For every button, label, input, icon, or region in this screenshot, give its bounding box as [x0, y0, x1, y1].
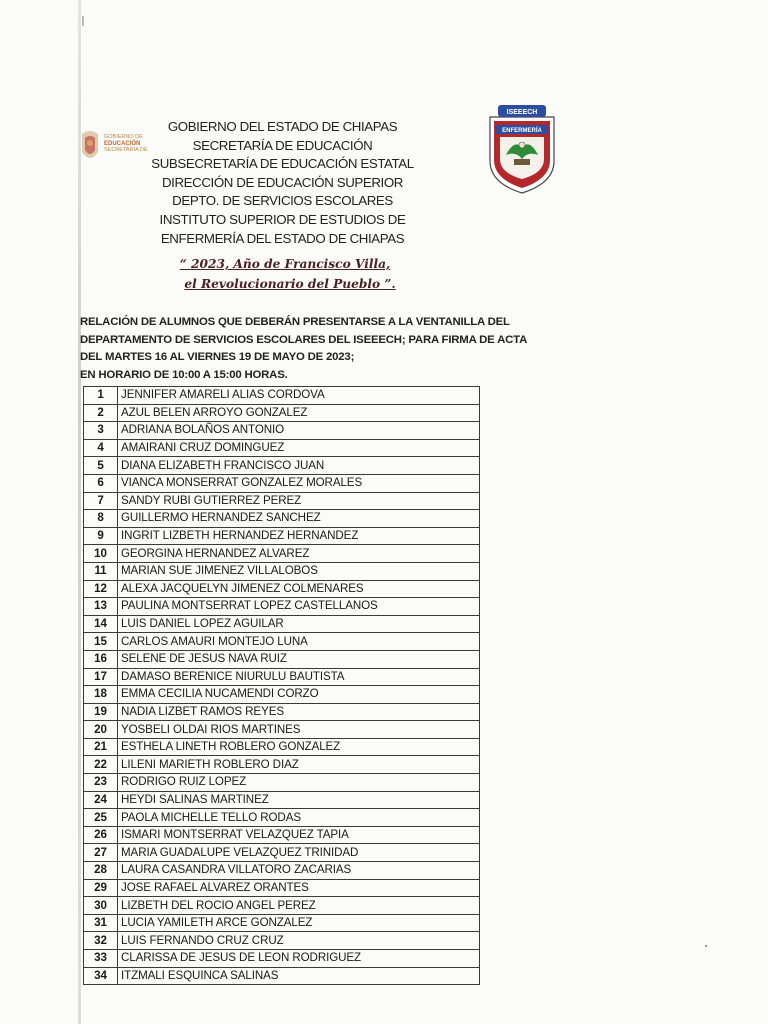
notice-line: RELACIÓN DE ALUMNOS QUE DEBERÁN PRESENTARSE A LA VENTANILLA DEL — [80, 316, 510, 328]
student-name: LIZBETH DEL ROCIO ANGEL PEREZ — [118, 897, 480, 915]
student-name: YOSBELI OLDAI RIOS MARTINES — [118, 721, 480, 739]
student-name: ALEXA JACQUELYN JIMENEZ COLMENARES — [118, 580, 480, 598]
student-name: ESTHELA LINETH ROBLERO GONZALEZ — [118, 738, 480, 756]
student-number: 10 — [84, 545, 118, 563]
student-number: 6 — [84, 474, 118, 492]
student-name: JOSE RAFAEL ALVAREZ ORANTES — [118, 879, 480, 897]
table-row — [84, 650, 480, 668]
student-number: 22 — [84, 756, 118, 774]
student-number: 17 — [84, 668, 118, 686]
state-education-logo — [80, 126, 152, 170]
table-row — [84, 914, 480, 932]
logo-line-3: SECRETARÍA DE — [104, 147, 148, 153]
student-number: 8 — [84, 510, 118, 528]
student-name: RODRIGO RUIZ LOPEZ — [118, 774, 480, 792]
student-number: 20 — [84, 721, 118, 739]
student-name: GUILLERMO HERNANDEZ SANCHEZ — [118, 510, 480, 528]
student-name: PAULINA MONTSERRAT LOPEZ CASTELLANOS — [118, 598, 480, 616]
student-name: DIANA ELIZABETH FRANCISCO JUAN — [118, 457, 480, 475]
table-row — [84, 387, 480, 405]
student-name: INGRIT LIZBETH HERNANDEZ HERNANDEZ — [118, 527, 480, 545]
table-row — [84, 756, 480, 774]
student-number: 12 — [84, 580, 118, 598]
table-row — [84, 439, 480, 457]
student-name: LUIS FERNANDO CRUZ CRUZ — [118, 932, 480, 950]
table-row — [84, 738, 480, 756]
student-number: 3 — [84, 422, 118, 440]
student-number: 16 — [84, 650, 118, 668]
student-number: 13 — [84, 598, 118, 616]
header-line: INSTITUTO SUPERIOR DE ESTUDIOS DE — [159, 211, 406, 227]
table-row — [84, 668, 480, 686]
student-name: SELENE DE JESUS NAVA RUIZ — [118, 650, 480, 668]
iseeech-seal-icon — [484, 103, 560, 195]
student-name: EMMA CECILIA NUCAMENDI CORZO — [118, 686, 480, 704]
student-number: 23 — [84, 774, 118, 792]
table-row — [84, 950, 480, 968]
table-row — [84, 633, 480, 651]
table-row — [84, 862, 480, 880]
table-row — [84, 897, 480, 915]
student-number: 7 — [84, 492, 118, 510]
student-name: PAOLA MICHELLE TELLO RODAS — [118, 809, 480, 827]
table-row — [84, 791, 480, 809]
notice-line: DEL MARTES 16 AL VIERNES 19 DE MAYO DE 2023; — [80, 351, 355, 363]
table-row — [84, 527, 480, 545]
student-name: ITZMALI ESQUINCA SALINAS — [118, 967, 480, 985]
logo-line-1: GOBIERNO DE — [104, 134, 143, 140]
student-number: 21 — [84, 738, 118, 756]
header-line: SUBSECRETARÍA DE EDUCACIÓN ESTATAL — [151, 156, 414, 172]
student-name: VIANCA MONSERRAT GONZALEZ MORALES — [118, 474, 480, 492]
scan-speck — [705, 945, 707, 947]
student-name: NADIA LIZBET RAMOS REYES — [118, 703, 480, 721]
student-number: 11 — [84, 562, 118, 580]
notice-line: EN HORARIO DE 10:00 A 15:00 HORAS. — [80, 368, 288, 381]
table-row — [84, 932, 480, 950]
student-number: 33 — [84, 950, 118, 968]
table-row — [84, 474, 480, 492]
chiapas-emblem-icon — [80, 128, 100, 166]
student-number: 29 — [84, 879, 118, 897]
header-line: GOBIERNO DEL ESTADO DE CHIAPAS — [167, 119, 398, 134]
student-number: 24 — [84, 791, 118, 809]
student-name: SANDY RUBI GUTIERREZ PEREZ — [118, 492, 480, 510]
student-number: 1 — [84, 387, 118, 405]
student-name: JENNIFER AMARELI ALIAS CORDOVA — [118, 387, 480, 405]
table-row — [84, 545, 480, 563]
student-name: LUIS DANIEL LOPEZ AGUILAR — [118, 615, 480, 633]
student-name: CLARISSA DE JESUS DE LEON RODRIGUEZ — [118, 950, 480, 968]
student-name: ADRIANA BOLAÑOS ANTONIO — [118, 422, 480, 440]
student-name: MARIAN SUE JIMENEZ VILLALOBOS — [118, 562, 480, 580]
student-name: CARLOS AMAURI MONTEJO LUNA — [118, 633, 480, 651]
student-number: 4 — [84, 439, 118, 457]
table-row — [84, 404, 480, 422]
table-row — [84, 844, 480, 862]
header-line: SECRETARÍA DE EDUCACIÓN — [192, 137, 373, 153]
student-number: 14 — [84, 615, 118, 633]
student-number: 26 — [84, 826, 118, 844]
seal-band-text: ENFERMERÍA — [502, 128, 542, 134]
table-row — [84, 826, 480, 844]
student-list-table — [83, 386, 480, 985]
notice-line: DEPARTAMENTO DE SERVICIOS ESCOLARES DEL ISEEECH; PARA FIRMA DE ACTA — [80, 333, 528, 346]
table-row — [84, 774, 480, 792]
student-number: 15 — [84, 633, 118, 651]
header-line: DEPTO. DE SERVICIOS ESCOLARES — [172, 193, 393, 209]
student-number: 27 — [84, 844, 118, 862]
seal-top-text: ISEEECH — [506, 109, 538, 116]
student-number: 9 — [84, 527, 118, 545]
scan-mark — [82, 16, 84, 26]
table-row — [84, 510, 480, 528]
table-row — [84, 457, 480, 475]
student-number: 25 — [84, 809, 118, 827]
student-name: AZUL BELEN ARROYO GONZALEZ — [118, 404, 480, 422]
table-row — [84, 598, 480, 616]
logo-line-2: EDUCACIÓN — [104, 140, 141, 147]
student-number: 32 — [84, 932, 118, 950]
logo-text — [104, 134, 148, 154]
student-name: LUCIA YAMILETH ARCE GONZALEZ — [118, 914, 480, 932]
student-name: GEORGINA HERNANDEZ ALVAREZ — [118, 545, 480, 563]
student-name: MARIA GUADALUPE VELAZQUEZ TRINIDAD — [118, 844, 480, 862]
table-row — [84, 703, 480, 721]
table-row — [84, 615, 480, 633]
student-number: 18 — [84, 686, 118, 704]
student-number: 34 — [84, 967, 118, 985]
table-row — [84, 562, 480, 580]
notice-text — [80, 314, 600, 384]
table-row — [84, 580, 480, 598]
table-row — [84, 967, 480, 985]
student-name: LAURA CASANDRA VILLATORO ZACARIAS — [118, 862, 480, 880]
header-line: DIRECCIÓN DE EDUCACIÓN SUPERIOR — [161, 174, 403, 190]
student-number: 30 — [84, 897, 118, 915]
student-number: 28 — [84, 862, 118, 880]
student-number: 2 — [84, 404, 118, 422]
student-list-body — [84, 387, 480, 985]
student-name: AMAIRANI CRUZ DOMINGUEZ — [118, 439, 480, 457]
student-name: ISMARI MONTSERRAT VELAZQUEZ TAPIA — [118, 826, 480, 844]
student-name: DAMASO BERENICE NIURULU BAUTISTA — [118, 668, 480, 686]
student-name: HEYDI SALINAS MARTINEZ — [118, 791, 480, 809]
student-number: 5 — [84, 457, 118, 475]
table-row — [84, 879, 480, 897]
motto-line-1: “ 2023, Año de Francisco Villa, — [179, 257, 391, 271]
table-row — [84, 686, 480, 704]
motto-line-2: el Revolucionario del Pueblo ”. — [184, 277, 396, 291]
student-number: 19 — [84, 703, 118, 721]
table-row — [84, 809, 480, 827]
header-line: ENFERMERÍA DEL ESTADO DE CHIAPAS — [160, 230, 405, 246]
student-number: 31 — [84, 914, 118, 932]
institution-header — [150, 118, 415, 248]
table-row — [84, 422, 480, 440]
student-name: LILENI MARIETH ROBLERO DIAZ — [118, 756, 480, 774]
year-motto — [160, 254, 410, 294]
table-row — [84, 492, 480, 510]
table-row — [84, 721, 480, 739]
